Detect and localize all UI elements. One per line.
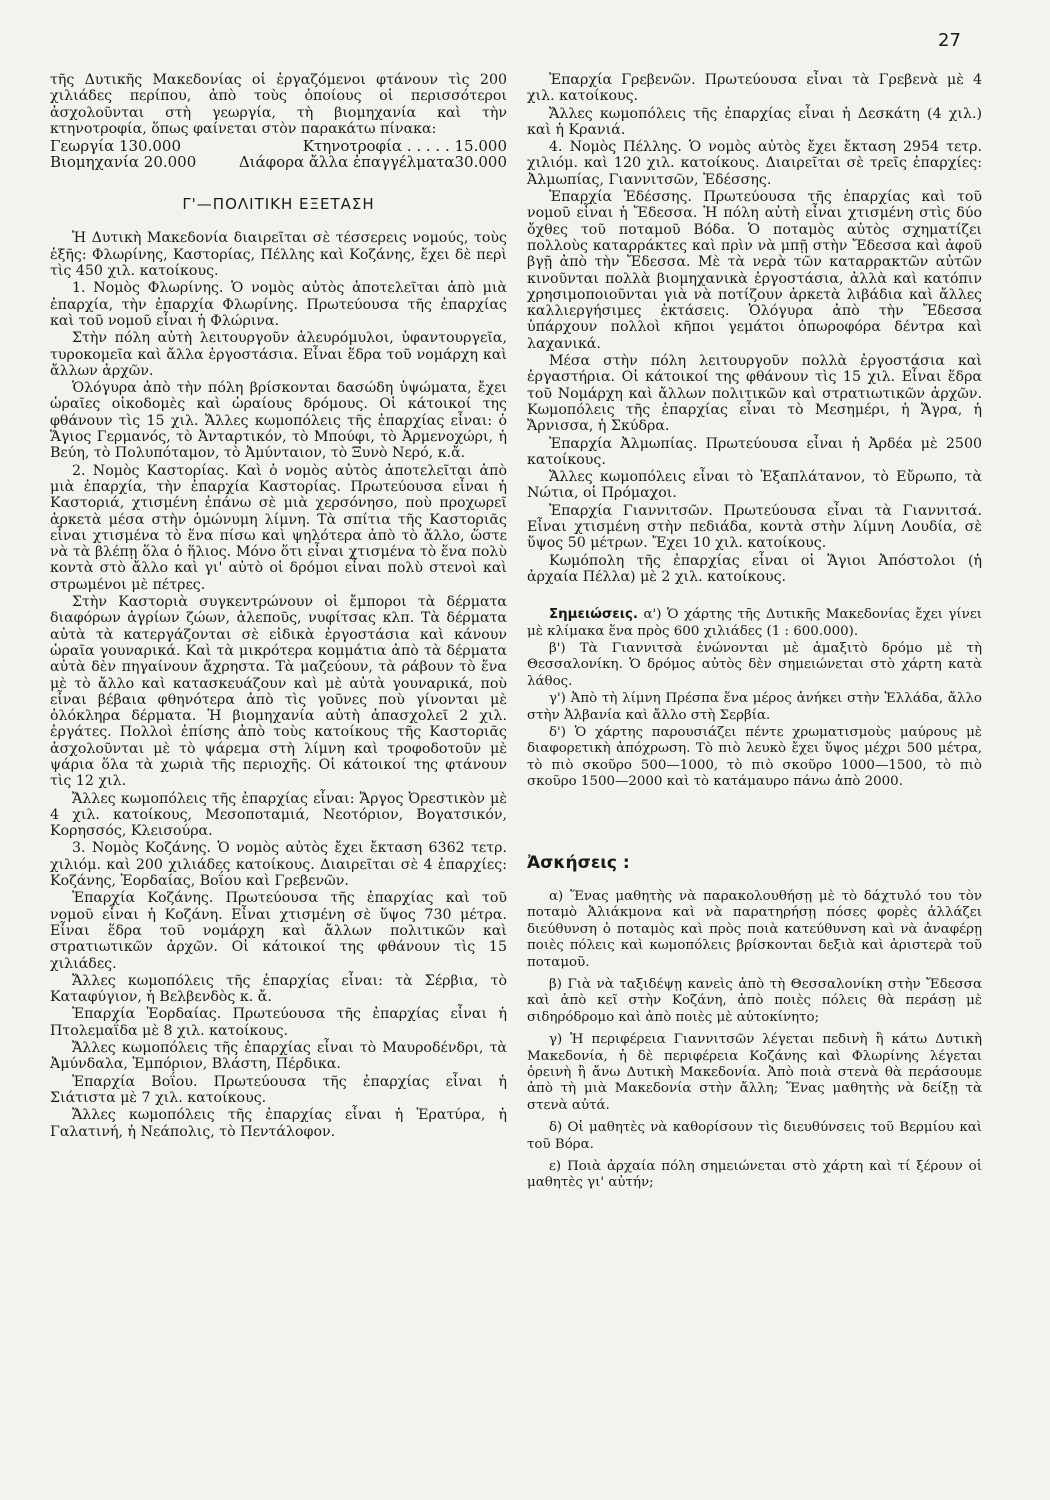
stats-row [50,154,507,170]
stats-cell: Διάφορα ἄλλα ἐπαγγέλματα30.000 [238,153,507,172]
paragraph: 2. Νομὸς Καστορίας. Καὶ ὁ νομὸς αὐτὸς ἀποτελεῖται ἀπὸ μιὰ ἐπαρχία, τὴν ἐπαρχία Καστορίας. Πρωτεύουσα εἶναι ἡ Καστοριά, χτισμένη ἐπάνω σὲ μιὰ χερσόνησο, ποὺ προχωρεῖ ἀρκετὰ μέσα στὴν ὁμώνυμη λίμνη. Τὰ σπίτια τῆς Καστοριᾶς εἶναι χτισμένα τὸ ἕνα πίσω καὶ ψηλότερα ἀπὸ τὸ ἄλλο, ὥστε νὰ τὰ βλέπῃ ὅλα ὁ ἥλιος. Μόνο ὅτι εἶναι χτισμένα τὸ ἕνα πολὺ κοντὰ στὸ ἄλλο καὶ γι' αὐτὸ οἱ δρόμοι εἶναι πολὺ στενοὶ καὶ στρωμένοι μὲ πέτρες. [50,462,507,593]
exercise-item: δ) Οἱ μαθητὲς νὰ καθορίσουν τὶς διευθύνσεις τοῦ Βερμίου καὶ τοῦ Βόρα. [527,1120,982,1152]
intro-paragraph: τῆς Δυτικῆς Μακεδονίας οἱ ἐργαζόμενοι φτάνουν τὶς 200 χιλιάδες περίπου, ἀπὸ τοὺς ὁποίους οἱ περισσότεροι ἀσχολοῦνται στὴ γεωργία, τὴ βιομηχανία καὶ τὴν κτηνοτροφία, ὅπως φαίνεται στὸν παρακάτω πίνακα: [50,72,507,137]
stats-cell: Βιομηχανία 20.000 [50,153,197,172]
note-item [527,607,982,640]
note-item: β') Τὰ Γιαννιτσὰ ἑνώνονται μὲ ἁμαξιτὸ δρόμο μὲ τὴ Θεσσαλονίκη. Ὁ δρόμος αὐτὸς δὲν σημειώνεται στὸ χάρτη κατὰ λάθος. [527,641,982,689]
paragraph: Μέσα στὴν πόλη λειτουργοῦν πολλὰ ἐργοστάσια καὶ ἐργαστήρια. Οἱ κάτοικοί της φθάνουν τὶς 15 χιλ. Εἶναι ἕδρα τοῦ Νομάρχη καὶ ἄλλων πολιτικῶν καὶ στρατιωτικῶν ἀρχῶν. Κωμοπόλεις τῆς ἐπαρχίας εἶναι τὸ Μεσημέρι, ἡ Ἄγρα, ἡ Ἄρνισσα, ἡ Σκύδρα. [527,353,982,435]
left-column [50,72,507,1141]
stats-cell: Γεωργία 130.000 [50,137,182,156]
paragraph: Ὁλόγυρα ἀπὸ τὴν πόλη βρίσκονται δασώδη ὑψώματα, ἔχει ὡραῖες οἰκοδομὲς καὶ ὡραίους δρόμους. Οἱ κάτοικοί της φθάνουν τὶς 15 χιλ. Ἄλλες κωμοπόλεις τῆς ἐπαρχίας εἶναι: ὁ Ἅγιος Γερμανός, τὸ Ἀνταρτικόν, τὸ Μπούφι, τὸ Ἀρμενοχώρι, ἡ Βεύη, τὸ Πολυπόταμον, τὸ Ἀμύνταιον, τὸ Ξυνὸ Νερό, κ.ἄ. [50,380,507,462]
paragraph: Ἄλλες κωμοπόλεις τῆς ἐπαρχίας εἶναι τὸ Μαυροδένδρι, τὰ Ἀμύνδαλα, Ἐμπόριον, Βλάστη, Πέρδικα. [50,1040,507,1073]
paragraph: Ἐπαρχία Γιαννιτσῶν. Πρωτεύουσα εἶναι τὰ Γιαννιτσά. Εἶναι χτισμένη στὴν πεδιάδα, κοντὰ στὴν λίμνη Λουδία, σὲ ὕψος 50 μέτρων. Ἔχει 10 χιλ. κατοίκους. [527,502,982,552]
paragraph: 4. Νομὸς Πέλλης. Ὁ νομὸς αὐτὸς ἔχει ἔκταση 2954 τετρ. χιλιόμ. καὶ 120 χιλ. κατοίκους. Διαιρεῖται σὲ τρεῖς ἐπαρχίες: Ἀλμωπίας, Γιαννιτσῶν, Ἐδέσσης. [527,139,982,188]
exercises-section [527,852,982,1192]
note-item: δ') Ὁ χάρτης παρουσιάζει πέντε χρωματισμοὺς μαύρους μὲ διαφορετικὴ ἀπόχρωση. Τὸ πιὸ λευκὸ ἔχει ὕψος μέχρι 500 μέτρα, τὸ πιὸ σκοῦρο 500—1000, τὸ πιὸ σκοῦρο 1000—1500, τὸ πιὸ σκοῦρο 1500—2000 καὶ τὸ κατάμαυρο πάνω ἀπὸ 2000. [527,725,982,790]
note-item: γ') Ἀπὸ τὴ λίμνη Πρέσπα ἕνα μέρος ἀνήκει στὴν Ἑλλάδα, ἄλλο στὴν Ἀλβανία καὶ ἄλλο στὴ Σερβία. [527,691,982,723]
paragraph: Ἄλλες κωμοπόλεις εἶναι τὸ Ἐξαπλάτανον, τὸ Εὔρωπο, τὰ Νώτια, οἱ Πρόμαχοι. [527,469,982,502]
paragraph: Ἄλλες κωμοπόλεις τῆς ἐπαρχίας εἶναι ἡ Δεσκάτη (4 χιλ.) καὶ ἡ Κρανιά. [527,105,982,138]
paragraph: 3. Νομὸς Κοζάνης. Ὁ νομὸς αὐτὸς ἔχει ἔκταση 6362 τετρ. χιλιόμ. καὶ 200 χιλιάδες κατοίκους. Διαιρεῖται σὲ 4 ἐπαρχίες: Κοζάνης, Ἐορδαίας, Βοΐου καὶ Γρεβενῶν. [50,840,507,890]
paragraph: Ἐπαρχία Ἐορδαίας. Πρωτεύουσα τῆς ἐπαρχίας εἶναι ἡ Πτολεμαΐδα μὲ 8 χιλ. κατοίκους. [50,1006,507,1039]
paragraph: Ἄλλες κωμοπόλεις τῆς ἐπαρχίας εἶναι: Ἄργος Ὀρεστικὸν μὲ 4 χιλ. κατοίκους, Μεσοποταμιά, Νεοτόριον, Βογατσικόν, Κορησσός, Κλεισούρα. [50,790,507,840]
paragraph: Ἡ Δυτικὴ Μακεδονία διαιρεῖται σὲ τέσσερεις νομούς, τοὺς ἑξῆς: Φλωρίνης, Καστορίας, Πέλλης καὶ Κοζάνης, ἔχει δὲ περὶ τὶς 450 χιλ. κατοίκους. [50,230,507,280]
paragraph: Ἐπαρχία Ἐδέσσης. Πρωτεύουσα τῆς ἐπαρχίας καὶ τοῦ νομοῦ εἶναι ἡ Ἔδεσσα. Ἡ πόλη αὐτὴ εἶναι χτισμένη στὶς δύο ὄχθες τοῦ ποταμοῦ Βόδα. Ὁ ποταμὸς αὐτὸς σχηματίζει πολλοὺς καταρράκτες καὶ πρὶν νὰ μπῇ στὴν Ἔδεσσα καὶ ἀφοῦ βγῇ ἀπὸ τὴν Ἔδεσσα. Μὲ τὰ νερὰ τῶν καταρρακτῶν αὐτῶν κινοῦνται πολλὰ βιομηχανικὰ ἐργοστάσια, ἀλλὰ καὶ κατόπιν χρησιμοποιοῦνται γιὰ νὰ ποτίζουν ἀρκετὰ λιβάδια καὶ ἄλλες καλλιεργήσιμες ἐκτάσεις. Ὁλόγυρα ἀπὸ τὴν Ἔδεσσα ὑπάρχουν πολλοὶ κῆποι γεμάτοι ὀπωροφόρα δέντρα καὶ λαχανικά. [527,189,982,352]
exercise-item: ε) Ποιὰ ἀρχαία πόλη σημειώνεται στὸ χάρτη καὶ τί ξέρουν οἱ μαθητὲς γι' αὐτήν; [527,1159,982,1191]
exercise-item: γ) Ἡ περιφέρεια Γιαννιτσῶν λέγεται πεδινὴ ἢ κάτω Δυτικὴ Μακεδονία, ἡ δὲ περιφέρεια Κοζάνης καὶ Φλωρίνης λέγεται ὀρεινὴ ἢ ἄνω Δυτικὴ Μακεδονία. Ἀπὸ ποιὰ στενὰ θὰ περάσουμε ἀπὸ τὴ μιὰ Μακεδονία στὴν ἄλλη; Ἕνας μαθητὴς νὰ δείξῃ τὰ στενὰ αὐτά. [527,1032,982,1113]
paragraph: Ἐπαρχία Ἀλμωπίας. Πρωτεύουσα εἶναι ἡ Ἀρδέα μὲ 2500 κατοίκους. [527,435,982,468]
exercise-item: α) Ἕνας μαθητὴς νὰ παρακολουθήσῃ μὲ τὸ δάχτυλό του τὸν ποταμὸ Ἀλιάκμονα καὶ νὰ παρατηρήσῃ πόσες φορὲς ἀλλάζει διεύθυνση ὁ ποταμὸς καὶ πρὸς ποιὰ κατεύθυνση καὶ νὰ ἀναφέρῃ ποιὲς πόλεις καὶ κωμοπόλεις βρίσκονται δεξιὰ καὶ ἀριστερὰ τοῦ ποταμοῦ. [527,888,982,970]
paragraph: Ἄλλες κωμοπόλεις τῆς ἐπαρχίας εἶναι ἡ Ἐρατύρα, ἡ Γαλατινή, ἡ Νεάπολις, τὸ Πεντάλοφον. [50,1107,507,1140]
paragraph: Ἐπαρχία Γρεβενῶν. Πρωτεύουσα εἶναι τὰ Γρεβενὰ μὲ 4 χιλ. κατοίκους. [527,72,982,105]
note-text: α') Ὁ χάρτης τῆς Δυτικῆς Μακεδονίας ἔχει γίνει μὲ κλίμακα ἕνα πρὸς 600 χιλιάδες (1 : 600.000). [527,607,983,639]
notes-title: Σημειώσεις. [549,607,638,623]
paragraph: 1. Νομὸς Φλωρίνης. Ὁ νομὸς αὐτὸς ἀποτελεῖται ἀπὸ μιὰ ἐπαρχία, τὴν ἐπαρχία Φλωρίνης. Πρωτεύουσα τῆς ἐπαρχίας καὶ τοῦ νομοῦ εἶναι ἡ Φλώρινα. [50,280,507,329]
right-column [527,72,982,1198]
stats-cell: Κτηνοτροφία . . . . . 15.000 [302,137,507,156]
paragraph: Κωμόπολη τῆς ἐπαρχίας εἶναι οἱ Ἅγιοι Ἀπόστολοι (ἡ ἀρχαία Πέλλα) μὲ 2 χιλ. κατοίκους. [527,552,982,585]
paragraph: Ἄλλες κωμοπόλεις τῆς ἐπαρχίας εἶναι: τὰ Σέρβια, τὸ Καταφύγιον, ἡ Βελβενδὸς κ. ἄ. [50,972,507,1006]
exercises-heading: Ἀσκήσεις : [527,852,630,873]
paragraph: Ἐπαρχία Βοΐου. Πρωτεύουσα τῆς ἐπαρχίας εἶναι ἡ Σιάτιστα μὲ 7 χιλ. κατοίκους. [50,1073,507,1106]
section-heading: Γ'—ΠΟΛΙΤΙΚΗ ΕΞΕΤΑΣΗ [182,195,375,214]
exercise-item: β) Γιὰ νὰ ταξιδέψῃ κανεὶς ἀπὸ τὴ Θεσσαλονίκη στὴν Ἔδεσσα καὶ ἀπὸ κεῖ στὴν Κοζάνη, ἀπὸ ποιὲς πόλεις θὰ περάσῃ μὲ σιδηρόδρομο καὶ ἀπὸ ποιὲς μὲ αὐτοκίνητο; [527,977,982,1025]
stats-row [50,138,507,154]
paragraph: Ἐπαρχία Κοζάνης. Πρωτεύουσα τῆς ἐπαρχίας καὶ τοῦ νομοῦ εἶναι ἡ Κοζάνη. Εἶναι χτισμένη σὲ ὕψος 730 μέτρα. Εἶναι ἕδρα τοῦ νομάρχη καὶ ἄλλων πολιτικῶν καὶ στρατιωτικῶν ἀρχῶν. Οἱ κάτοικοί της φθάνουν τὶς 15 χιλιάδες. [50,890,507,972]
notes-section [527,607,982,790]
paragraph: Στὴν πόλη αὐτὴ λειτουργοῦν ἀλευρόμυλοι, ὑφαντουργεῖα, τυροκομεῖα καὶ ἄλλα ἐργοστάσια. Εἶναι ἕδρα τοῦ νομάρχη καὶ ἄλλων ἀρχῶν. [50,330,507,379]
paragraph: Στὴν Καστοριὰ συγκεντρώνουν οἱ ἔμποροι τὰ δέρματα διαφόρων ἀγρίων ζώων, ἀλεποῦς, νυφίτσας κλπ. Τὰ δέρματα αὐτὰ τὰ κατεργάζονται σὲ εἰδικὰ ἐργοστάσια καὶ κάνουν ὡραῖα γουναρικά. Καὶ τὰ μικρότερα κομμάτια ἀπὸ τὰ δέρματα αὐτὰ δὲν πηγαίνουν ἄχρηστα. Τὰ μαζεύουν, τὰ ράβουν τὸ ἕνα μὲ τὸ ἄλλο καὶ κατασκευάζουν καὶ μὲ αὐτὰ γουναρικά, ποὺ εἶναι βέβαια φθηνότερα ἀπὸ τὶς γοῦνες ποὺ γίνονται μὲ ὁλόκληρα δέρματα. Ἡ βιομηχανία αὐτὴ ἀπασχολεῖ 2 χιλ. ἐργάτες. Πολλοὶ ἐπίσης ἀπὸ τοὺς κατοίκους τῆς Καστοριᾶς ἀσχολοῦνται μὲ τὸ ψάρεμα στὴ λίμνη καὶ τροφοδοτοῦν μὲ ψάρια ὅλα τὰ χωριὰ τῆς περιοχῆς. Οἱ κάτοικοί της φτάνουν τὶς 12 χιλ. [50,594,507,790]
page-number: 27 [938,30,961,51]
